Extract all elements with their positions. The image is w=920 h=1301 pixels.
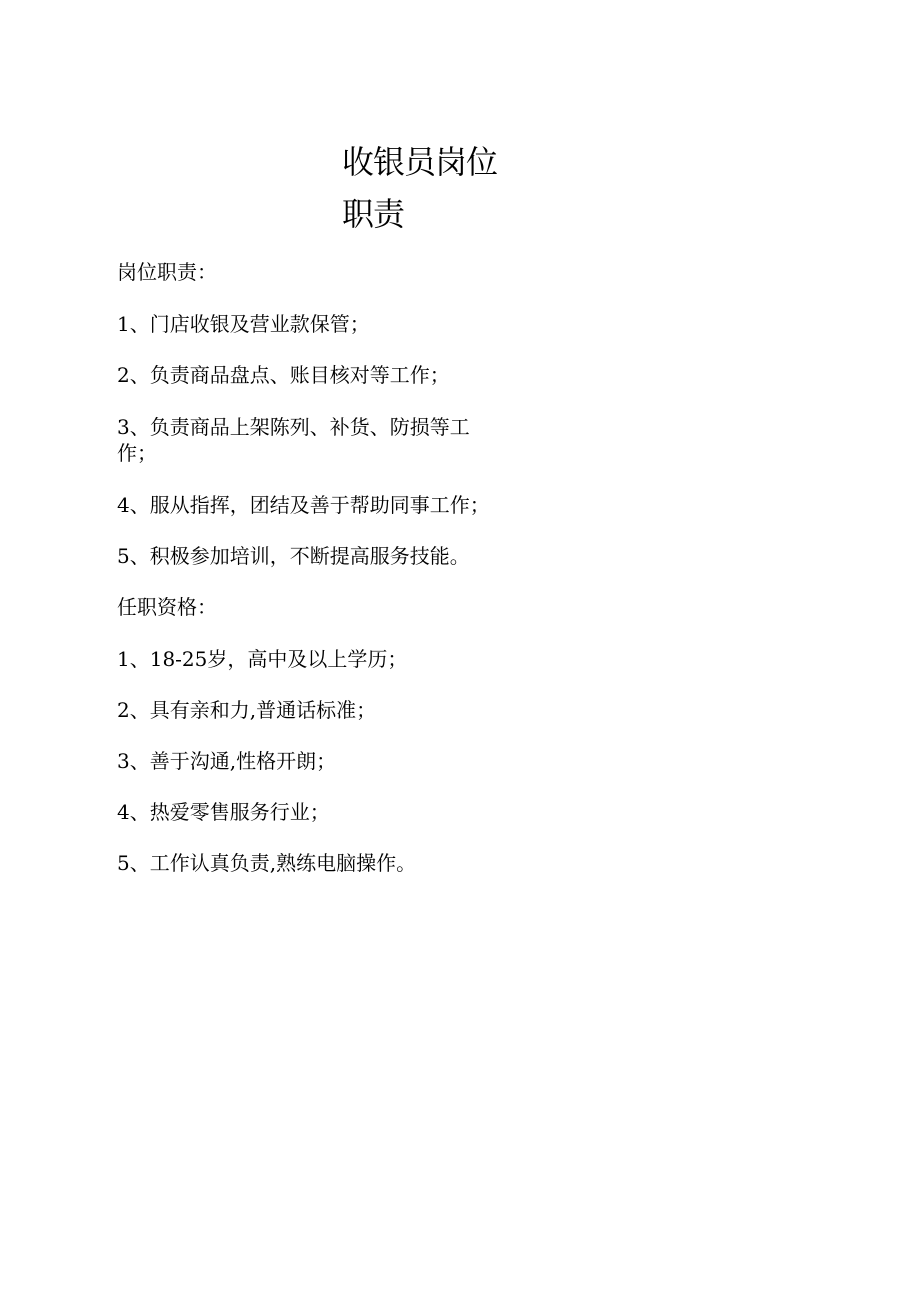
- qualifications-heading: 任职资格：: [117, 595, 217, 619]
- duty-item: 3、负责商品上架陈列、补货、防损等工作；: [117, 415, 470, 465]
- qualification-item: 2、具有亲和力,普通话标准；: [117, 698, 377, 722]
- qualification-item: 5、工作认真负责,熟练电脑操作。: [117, 851, 417, 875]
- qualification-item: 4、热爱零售服务行业；: [117, 800, 330, 824]
- duty-item: 2、负责商品盘点、账目核对等工作；: [117, 363, 450, 387]
- qualification-item: 3、善于沟通,性格开朗；: [117, 749, 337, 773]
- document-title: 收银员岗位职责: [342, 143, 498, 233]
- qualification-item: 1、18-25岁，高中及以上学历；: [117, 647, 408, 671]
- duty-item: 1、门店收银及营业款保管；: [117, 312, 370, 336]
- duty-item: 5、积极参加培训，不断提高服务技能。: [117, 544, 470, 568]
- duties-heading: 岗位职责：: [117, 260, 217, 284]
- duty-item: 4、服从指挥，团结及善于帮助同事工作；: [117, 493, 490, 517]
